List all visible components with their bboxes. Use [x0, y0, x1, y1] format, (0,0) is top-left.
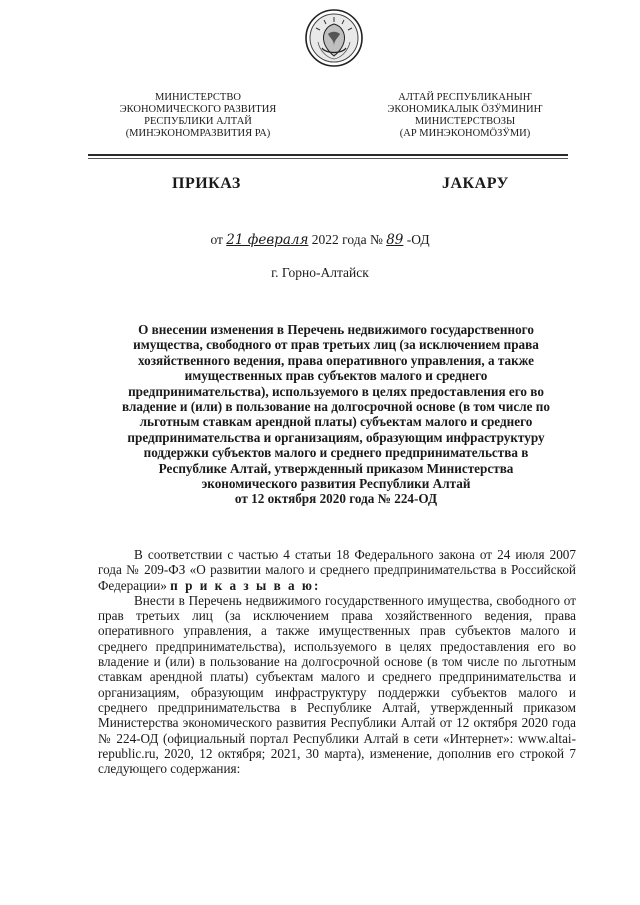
order-label-altai: JАКАРУ [442, 175, 509, 192]
header-left-line: ЭКОНОМИЧЕСКОГО РАЗВИТИЯ [119, 104, 277, 115]
title-line: экономического развития Республики Алтай [201, 476, 471, 492]
order-verb: п р и к а з ы в а ю: [170, 577, 321, 593]
header-left-line: РЕСПУБЛИКИ АЛТАЙ [144, 116, 252, 127]
handwritten-date: 21 февраля [226, 232, 309, 248]
document-body [98, 547, 576, 776]
city-line: г. Горно-Алтайск [271, 265, 369, 280]
order-label-russian: ПРИКАЗ [172, 175, 241, 192]
title-line: предпринимательства), используемого в целях предоставления его во [128, 383, 544, 399]
header-right-line: ЭКОНОМИКАЛЫК ÖЗӰМИНИҤ [387, 104, 543, 115]
handwritten-number: 89 [386, 232, 404, 248]
header-left-line: МИНИСТЕРСТВО [155, 92, 241, 103]
header-right-line: АЛТАЙ РЕСПУБЛИКАНЫҤ [398, 92, 532, 103]
title-line: хозяйственного ведения, права оперативного управления, а также [138, 352, 534, 368]
body-paragraph-amendment: Внести в Перечень недвижимого государственного имущества, свободного от прав третьих лиц (за исключением права хозяйственного ведения, права оперативного управления, а также имущественных прав субъектов малого и среднего предпринимательства), используемого в целях предоставления его во владение и (или) в пользование на долгосрочной основе (в том числе по льготным ставкам арендной платы) субъектам малого и среднего предпринимательства и организациям, образующим инфраструктуру поддержки субъектов малого и среднего предпринимательства в Республике Алтай, утвержденный приказом Министерства экономического развития Республики Алтай от 12 октября 2020 года № 224-ОД (официальный портал Республики Алтай в сети «Интернет»: www.altai-republic.ru, 2020, 12 октября; 2021, 30 марта), изменение, дополнив его строкой 7 следующего содержания: [98, 592, 576, 777]
title-line: владение и (или) в пользование на долгосрочной основе (в том числе по [122, 399, 550, 415]
date-prefix: от [210, 232, 227, 247]
title-line: от 12 октября 2020 года № 224-ОД [234, 491, 438, 507]
title-line: имущественных прав субъектов малого и среднего [184, 368, 488, 384]
header-left-line: (МИНЭКОНОМРАЗВИТИЯ РА) [125, 128, 271, 139]
title-line: предпринимательства и организациям, образующим инфраструктуру [127, 429, 545, 445]
title-line: поддержки субъектов малого и среднего предпринимательства в [143, 445, 529, 461]
title-line: льготным ставкам арендной платы) субъектам малого и среднего [139, 414, 533, 430]
header-divider-thin [88, 158, 568, 159]
title-line: имущества, свободного от прав третьих лиц (за исключением права [133, 337, 539, 353]
order-dateline [0, 232, 640, 248]
date-year: 2022 года № [308, 232, 387, 247]
date-suffix: -ОД [403, 232, 430, 247]
basis-text: В соответствии с частью 4 статьи 18 Федерального закона от 24 июля 2007 года № 209-ФЗ «О развитии малого и среднего предпринимательства в Российской Федерации» [98, 547, 576, 593]
ministry-name-altai [360, 92, 570, 140]
header-divider [88, 154, 568, 156]
title-line: О внесении изменения в Перечень недвижимого государственного [138, 322, 534, 337]
body-paragraph-basis [98, 547, 576, 593]
ministry-name-russian [98, 92, 298, 140]
coat-of-arms-icon [304, 8, 364, 68]
header-right-line: (АР МИНЭКОНОМÖЗӰМИ) [399, 128, 531, 139]
title-line: Республике Алтай, утвержденный приказом Министерства [158, 460, 514, 476]
header-right-line: МИНИСТЕРСТВОЗЫ [414, 116, 516, 127]
document-title [96, 322, 576, 507]
